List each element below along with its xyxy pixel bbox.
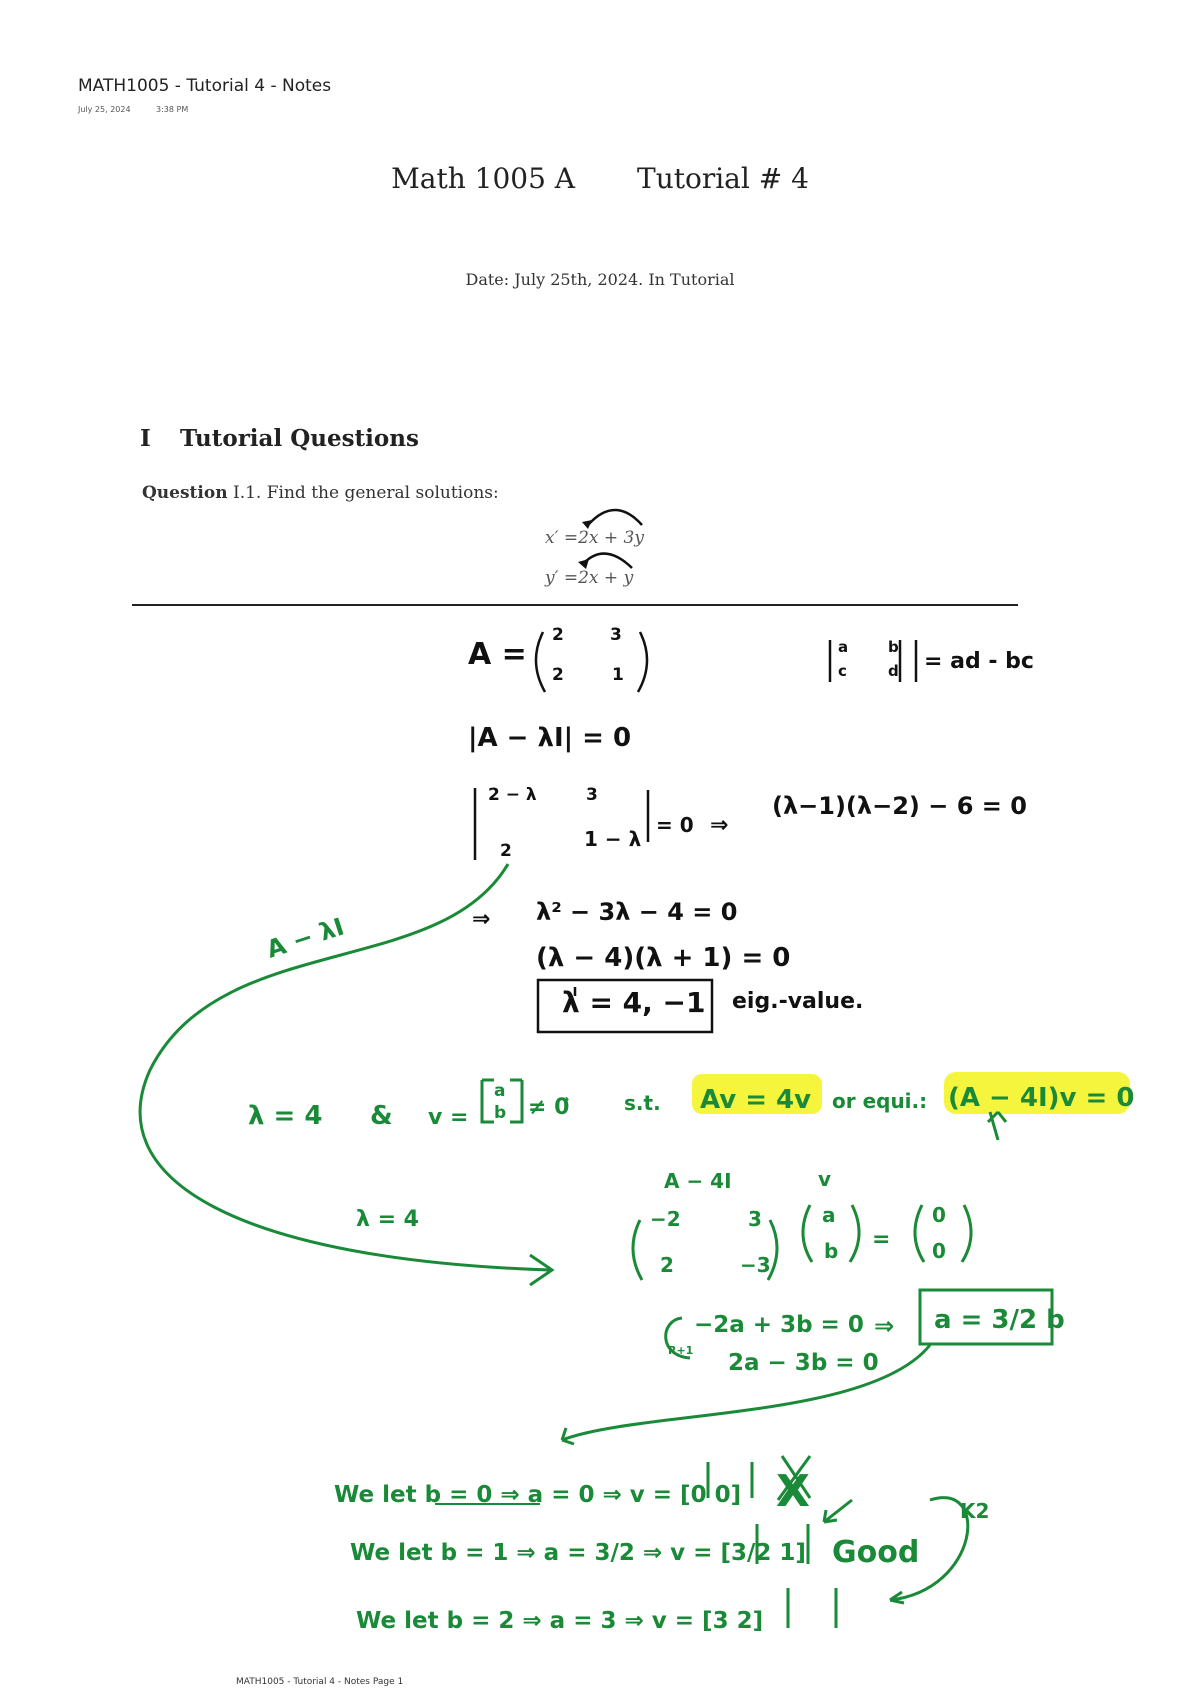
matrix-A-label: A = <box>468 637 527 672</box>
system-zero-2: 0 <box>932 1239 946 1263</box>
page-footer: MATH1005 - Tutorial 4 - Notes Page 1 <box>236 1677 404 1687</box>
det-rule-d: d <box>888 662 899 680</box>
matrix-A-a12: 3 <box>610 625 622 645</box>
det-rule-b: b <box>888 638 899 656</box>
such-that: s.t. <box>624 1091 661 1115</box>
curve-label-lambda-4: λ = 4 <box>356 1207 419 1232</box>
matrix-A-a11: 2 <box>552 625 564 645</box>
row-operation-note: R+1 <box>668 1344 694 1357</box>
equation-row-2: 2a − 3b = 0 <box>728 1350 879 1376</box>
characteristic-equation: |A − λI| = 0 <box>468 723 632 753</box>
equation-row-1: −2a + 3b = 0 <box>694 1312 864 1338</box>
expanded-determinant: (λ−1)(λ−2) − 6 = 0 <box>772 792 1027 820</box>
lambda-equals-4: λ = 4 <box>248 1101 323 1131</box>
equation-annotation-arrows <box>584 510 642 568</box>
det-matrix-a22: 1 − λ <box>584 827 642 851</box>
nonzero-vector: ≠ 0⃗ <box>528 1095 570 1120</box>
det-rule-a: a <box>838 638 849 656</box>
system-a12: 3 <box>748 1207 762 1231</box>
equation-implies: ⇒ <box>874 1312 895 1340</box>
system-zero-1: 0 <box>932 1203 946 1227</box>
good-label: Good <box>832 1535 920 1570</box>
note-date: July 25, 2024 <box>78 105 131 114</box>
system-v-b: b <box>824 1239 839 1263</box>
question-text: Find the general solutions: <box>266 483 499 503</box>
choice-b-0: We let b = 0 ⇒ a = 0 ⇒ v = [0 0] <box>334 1482 742 1508</box>
system-equals: = <box>872 1227 891 1252</box>
equation-1: x′ =2x + 3y <box>545 528 644 548</box>
course-name: Math 1005 A <box>391 162 576 195</box>
curve-label-a-lambda-i: A − λI <box>263 912 348 964</box>
result-boxed: a = 3/2 b <box>934 1305 1065 1335</box>
label-v: v <box>818 1167 832 1191</box>
system-a22: −3 <box>740 1253 771 1277</box>
homogeneous-equation: (A − 4I)v = 0 <box>948 1083 1135 1113</box>
det-matrix-equals: = 0 <box>656 813 694 837</box>
choice-b-2: We let b = 2 ⇒ a = 3 ⇒ v = [3 2] <box>356 1608 764 1634</box>
v-component-b: b <box>494 1103 507 1123</box>
quadratic-polynomial: λ² − 3λ − 4 = 0 <box>536 898 738 926</box>
system-a21: 2 <box>660 1253 674 1277</box>
det-matrix-a11: 2 − λ <box>488 785 537 805</box>
section-title: Tutorial Questions <box>180 425 419 452</box>
det-matrix-a12: 3 <box>586 785 598 805</box>
implies-arrow: ⇒ <box>710 813 729 838</box>
eigenvalues-boxed: λ = 4, −1 <box>562 986 706 1019</box>
system-v-a: a <box>822 1203 836 1227</box>
matrix-A-a21: 2 <box>552 665 564 685</box>
k2-label: K2 <box>960 1499 990 1523</box>
system-a11: −2 <box>650 1207 681 1231</box>
equation-2: y′ =2x + y <box>545 568 634 588</box>
note-title: MATH1005 - Tutorial 4 - Notes <box>78 76 332 96</box>
det-rule-c: c <box>838 662 847 680</box>
tutorial-number: Tutorial # 4 <box>637 162 809 195</box>
ampersand: & <box>370 1101 393 1131</box>
matrix-A-a22: 1 <box>612 665 624 685</box>
det-rule-result: = ad - bc <box>924 649 1034 674</box>
eigen-equation: Av = 4v <box>700 1085 812 1115</box>
section-number: I <box>140 425 151 452</box>
label-a-minus-4i: A − 4I <box>664 1169 732 1193</box>
choice-b-1: We let b = 1 ⇒ a = 3/2 ⇒ v = [3/2 1] <box>350 1540 806 1566</box>
document-date: Date: July 25th, 2024. In Tutorial <box>465 270 735 289</box>
v-equals: v = <box>428 1105 469 1130</box>
note-time: 3:38 PM <box>156 105 189 114</box>
cross-mark: X <box>776 1466 810 1517</box>
question-number: I.1. <box>232 483 262 503</box>
or-equivalently: or equi.: <box>832 1089 928 1113</box>
poly-implies: ⇒ <box>472 907 491 932</box>
det-matrix-a21: 2 <box>500 841 512 861</box>
question-label: Question <box>142 483 228 503</box>
factored-polynomial: (λ − 4)(λ + 1) = 0 <box>536 943 791 973</box>
eigenvalues-label: eig.-value. <box>732 989 864 1014</box>
v-component-a: a <box>494 1081 506 1101</box>
